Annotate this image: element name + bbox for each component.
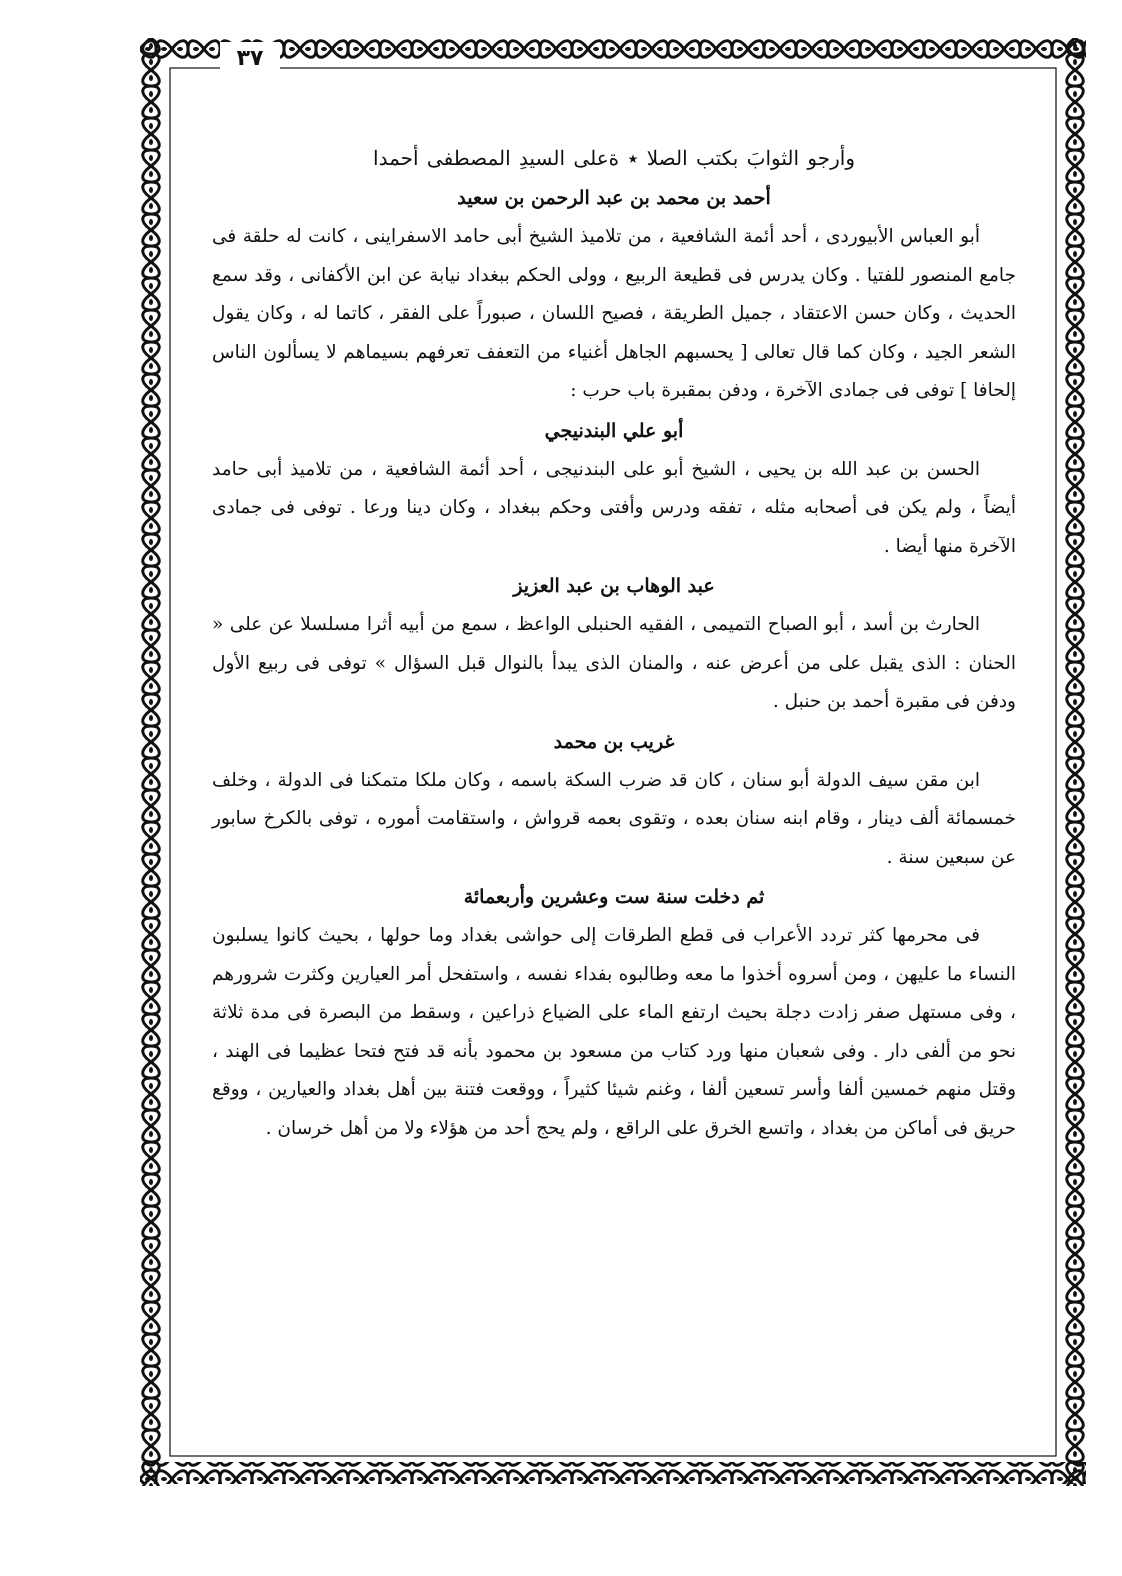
entry-text: الحسن بن عبد الله بن يحيى ، الشيخ أبو على البندنيجى ، أحد أئمة الشافعية ، من تلاميذ أبى حامد أيضاً ، ولم يكن فى أصحابه مثله ، تفقه ودرس وأفتى وحكم ببغداد ، وكان دينا ورعا . توفى فى جمادى الآخرة منها أيضا . [212, 458, 1016, 557]
entry-heading: أبو علي البندنيجي [544, 419, 684, 442]
border-top [140, 38, 1086, 60]
page-number: ٣٧ [220, 42, 280, 76]
entry-text: الحارث بن أسد ، أبو الصباح التميمى ، الفقيه الحنبلى الواعظ ، سمع من أبيه أثرا مسلسلا عن على « الحنان : الذى يقبل على من أعرض عنه ، والمنان الذى يبدأ بالنوال قبل السؤال » توفى فى ربيع الأول ودفن فى مقبرة أحمد بن حنبل . [212, 614, 1016, 712]
entry-text: أبو العباس الأبيوردى ، أحد أئمة الشافعية ، من تلاميذ الشيخ أبى حامد الاسفراينى ، كانت له حلقة فى جامع المنصور للفتيا . وكان يدرس فى قطيعة الربيع ، وولى الحكم ببغداد نيابة عن ابن الأكفانى ، وقد سمع الحديث ، وكان حسن الاعتقاد ، جميل الطريقة ، فصيح اللسان ، صبوراً على الفقر ، كاتما له ، وكان يقول الشعر الجيد ، وكان كما قال تعالى [ يحسبهم الجاهل أغنياء من التعفف تعرفهم بسيماهم لا يسألون الناس إلحافا ] توفى فى جمادى الآخرة ، ودفن بمقبرة باب حرب : [212, 226, 1016, 401]
opening-verse: وأرجو الثوابَ بكتب الصلا ٭ ةعلى السيدِ المصطفى أحمدا [373, 146, 855, 170]
border-bottom [140, 1462, 1086, 1484]
entry-heading: غريب بن محمد [553, 730, 675, 753]
page-content [212, 138, 1016, 1408]
border-right [1064, 38, 1086, 1486]
entry-heading: أحمد بن محمد بن عبد الرحمن بن سعيد [457, 187, 771, 209]
page-frame [140, 38, 1086, 1486]
entry-text: ابن مقن سيف الدولة أبو سنان ، كان قد ضرب السكة باسمه ، وكان ملكا متمكنا فى الدولة ، وخلف خمسمائة ألف دينار ، وقام ابنه سنان بعده ، وتقوى بعمه قرواش ، واستقامت أموره ، توفى بالكرخ سابور عن سبعين سنة . [212, 769, 1016, 868]
year-text: فى محرمها كثر تردد الأعراب فى قطع الطرقات إلى حواشى بغداد وما حولها ، بحيث كانوا يسلبون النساء ما عليهن ، ومن أسروه أخذوا ما معه وطالبوه بفداء نفسه ، واستفحل أمر العيارين وكثرت شرورهم ، وفى مستهل صفر زادت دجلة بحيث ارتفع الماء على الضياع ذراعين ، وسقط من البصرة فى مدة ثلاثة نحو من ألفى دار . وفى شعبان منها ورد كتاب من مسعود بن محمود بأنه قد فتح فتحا عظيما فى الهند ، وقتل منهم خمسين ألفا وأسر تسعين ألفا ، وغنم شيئا كثيراً ، ووقعت فتنة بين أهل بغداد والعيارين ، ووقع حريق فى أماكن من بغداد ، واتسع الخرق على الراقع ، ولم يحج أحد من هؤلاء ولا من أهل خرسان . [212, 925, 1016, 1139]
year-heading: ثم دخلت سنة ست وعشرين وأربعمائة [463, 886, 765, 908]
entry-heading: عبد الوهاب بن عبد العزيز [513, 575, 715, 597]
border-left [140, 38, 162, 1486]
